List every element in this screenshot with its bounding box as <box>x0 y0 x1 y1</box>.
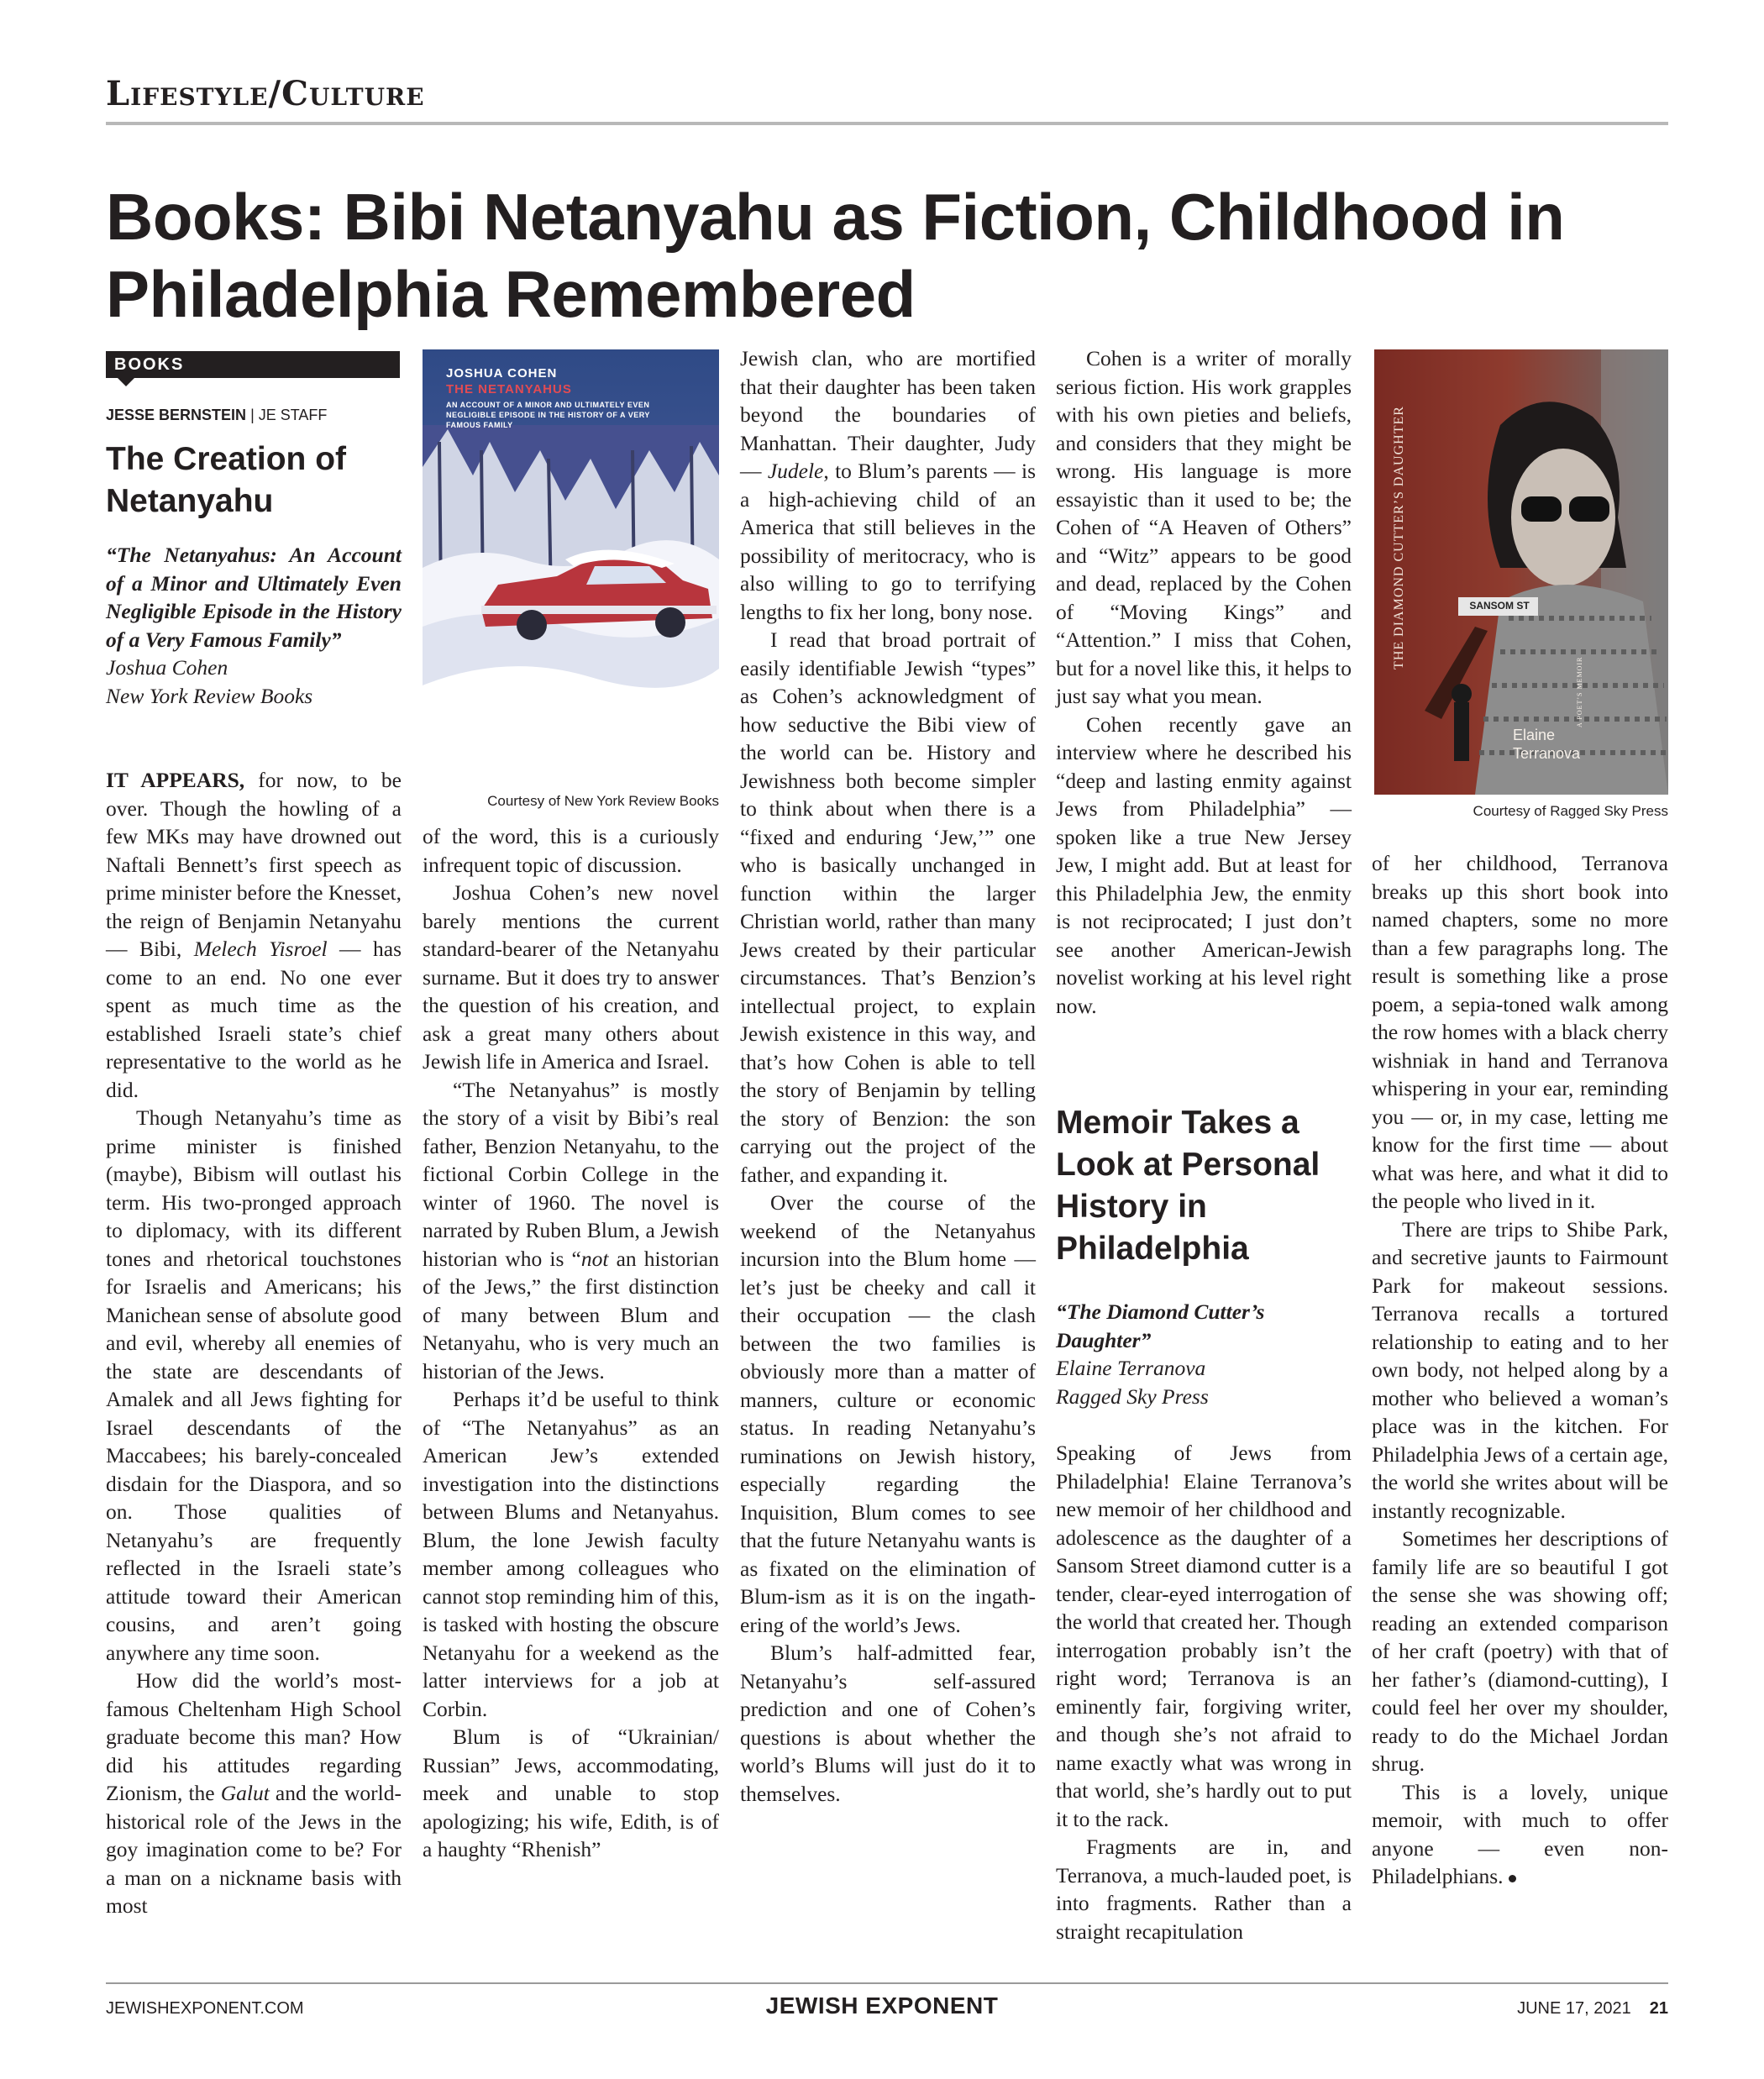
paragraph: Cohen is a writer of morally serious fiction. His work grapples with his own pieties and beliefs, and considers that they might be wrong. His language is more essayistic than it used to be; the Cohen of “A Heaven of Others” and “Witz” appears to be good and dead, replaced by the Cohen of “Moving Kings” and “Attention.” I miss that Cohen, but for a novel like this, it helps to just say what you mean. <box>1056 346 1352 708</box>
article2-column-4 <box>1056 1439 1352 1945</box>
article2-book-author: Elaine Terranova <box>1056 1356 1206 1380</box>
section-label: Lifestyle/Culture <box>106 74 425 113</box>
paragraph: Fragments are in, and Terranova, a much-lauded poet, is into fragments. Rather than a straight recapitulation <box>1056 1835 1352 1944</box>
tag-notch <box>118 378 134 386</box>
paragraph: How did the world’s most-famous Cheltenham High School graduate become this man? How did his attitudes regarding Zionism, the Galut and the world-historical role of the Jews in the goy imagination come to be? For a man on a nickname basis with most <box>106 1668 402 1918</box>
cover-title: THE DIAMOND CUTTER’S DAUGHTER <box>1392 406 1406 669</box>
article2-book-info <box>1056 1298 1352 1410</box>
article1-subhead: The Creation of Netanyahu <box>106 441 347 519</box>
cover2-caption: Courtesy of Ragged Sky Press <box>1473 803 1668 819</box>
article1-book-publisher: New York Review Books <box>106 683 313 708</box>
books-tag: BOOKS <box>106 351 400 378</box>
byline-name: JESSE BERNSTEIN <box>106 407 247 423</box>
page-headline: Books: Bibi Netanyahu as Fiction, Childhood in Philadelphia Remembered <box>106 180 1565 331</box>
paragraph: Blum’s half-admitted fear, Netanyahu’s self-assured prediction and one of Cohen’s questions is about whether the world’s Blums will just do it to themselves. <box>740 1641 1036 1806</box>
diamond-cutters-daughter-book-cover <box>1374 349 1668 795</box>
cover-sign: SANSOM ST <box>1469 600 1530 612</box>
footer-website: JEWISHEXPONENT.COM <box>106 1999 304 2018</box>
section-divider <box>106 122 1668 125</box>
paragraph: Cohen recently gave an interview where he described his “deep and lasting enmity against Jews from Philadelphia” — spoken like a true New Jersey Jew, I might add. But at least for this Philadelphia Jew, the enmity is not reciprocated; I just don’t see another American-Jewish novelist working at his level right now. <box>1056 711 1352 1018</box>
footer-publication: JEWISH EXPONENT <box>765 1992 999 2019</box>
footer-date-page <box>1517 1999 1668 2019</box>
netanyahus-book-cover <box>423 349 719 785</box>
article1-book-author: Joshua Cohen <box>106 655 228 680</box>
article1-column-4 <box>1056 344 1352 1020</box>
page-number: 21 <box>1649 1999 1668 2018</box>
byline <box>106 407 327 424</box>
paragraph: “The Netanyahus” is mostly the story of a visit by Bibi’s real father, Benzion Netanyahu, to the fictional Corbin College in the winter of 1960. The novel is narrated by Ruben Blum, a Jewish historian who is “not an historian of the Jews,” the first distinction of many between Blum and Netanyahu, who is very much an historian of the Jews. <box>423 1077 720 1383</box>
article2-book-title: “The Diamond Cutter’s Daughter” <box>1056 1299 1265 1352</box>
cover-title: THE NETANYAHUS <box>446 382 572 396</box>
paragraph: Over the course of the weekend of the Netanyahus incursion into the Blum home — let’s just be cheeky and call it their occupation — the clash between the two families is obviously more than a matter of manners, culture or economic status. In reading Netanyahu’s ruminations on Jewish history, especially regarding the Inquisition, Blum comes to see that the future Netanyahu wants is as fixated on the elimination of Blum-ism as it is on the ingathering of the world’s Jews. <box>740 1190 1036 1637</box>
paragraph: of her childhood, Terranova breaks up this short book into named chapters, some no more than a few paragraphs long. The result is something like a prose poem, a sepia-toned walk among the row homes with a black cherry wishniak in hand and Terranova whispering in your ear, reminding you — or, in my case, letting me know for the first time — about what was here, and what it did to the people who lived in it. <box>1372 851 1668 1213</box>
paragraph: Speaking of Jews from Philadelphia! Elaine Terranova’s new memoir of her childhood and adolescence as the daughter of a Sansom Street diamond cutter is a tender, clear-eyed interrogation of the world that created her. Though interrogation probably isn’t the right word; Terranova is an eminently fair, forgiving writer, and though she’s not afraid to name exactly what was wrong in that world, she’s hardly out to put it to the rack. <box>1056 1441 1352 1831</box>
cover-series: A POET’S MEMOIR <box>1576 656 1583 727</box>
paragraph: Perhaps it’d be useful to think of “The Netanyahus” as an American Jew’s extended investigation into the distinctions between Blums and Netanyahus. Blum, the lone Jewish faculty member among colleagues who cannot stop reminding him of this, is tasked with hosting the obscure Netanyahu for a weekend as the latter interviews for a job at Corbin. <box>423 1387 719 1721</box>
end-mark <box>1509 1875 1516 1882</box>
article2-subhead: Memoir Takes a Look at Personal History in Philadelphia <box>1056 1105 1320 1267</box>
paragraph: There are trips to Shibe Park, and secretive jaunts to Fairmount Park for makeout sessions. Terranova recalls a tortured relationship to eating and to her own body, not helped along by a mother who believed a woman’s place was in the kitchen. For Philadelphia Jews of a certain age, the world she writes about will be instantly recognizable. <box>1372 1216 1668 1523</box>
article1-book-title: “The Netanyahus: An Account of a Minor and Ultimately Even Negligible Episode in the History of a Very Famous Family” <box>106 543 402 652</box>
paragraph: Joshua Cohen’s new novel barely mentions the current standard-bearer of the Netanyahu surname. But it does try to answer the question of his creation, and ask a great many others about Jewish life in America and Israel. <box>423 880 719 1074</box>
paragraph: This is a lovely, unique memoir, with much to offer anyone — even non-Philadelphians. <box>1372 1779 1668 1888</box>
paragraph: Blum is of “Ukrainian/ Russian” Jews, accommodating, meek and unable to stop apologizing; his wife, Edith, is of a haughty “Rhenish” <box>423 1725 719 1861</box>
footer-date: JUNE 17, 2021 <box>1517 1999 1631 2018</box>
paragraph: Sometimes her descriptions of family life are so beautiful I got the sense she was showing off; reading an extended comparison of her craft (poetry) with that of her father’s (diamond-cutting), I could feel her over my shoulder, ready to do the Michael Jordan shrug. <box>1372 1526 1668 1776</box>
footer-divider <box>106 1982 1668 1984</box>
paragraph: of the word, this is a curiously infrequent topic of discussion. <box>423 824 719 877</box>
byline-org: | JE STAFF <box>250 407 328 423</box>
paragraph: IT APPEARS, for now, to be over. Though the howling of a few MKs may have drowned out Naftali Bennett’s first speech as prime minister before the Knesset, the reign of Benjamin Netanyahu — Bibi, Melech Yisroel — has come to an end. No one ever spent as much time as the established Israeli state’s chief representative to the world as he did. <box>106 768 402 1102</box>
cover-author: JOSHUA COHEN <box>446 366 558 381</box>
article2-book-publisher: Ragged Sky Press <box>1056 1383 1209 1409</box>
cover-subtitle: AN ACCOUNT OF A MINOR AND ULTIMATELY EVEN NEGLIGIBLE EPISODE IN THE HISTORY OF A VERY FAMOUS FAMILY <box>446 401 650 429</box>
cover-author: Elaine Terranova <box>1513 727 1581 762</box>
paragraph: Jewish clan, who are mortified that their daughter has been taken beyond the boundaries of Manhattan. Their daughter, Judy — Judele, to Blum’s parents — is a high-achieving child of an America that still believes in the possibility of meritocracy, who is also willing to go to terrifying lengths to fix her long, bony nose. <box>740 346 1037 624</box>
article1-column-1 <box>106 766 402 1920</box>
paragraph: Though Netanyahu’s time as prime minister is finished (maybe), Bibism will outlast his term. His two-pronged approach to diplomacy, with its different tones and rhetorical touchstones for Israelis and Americans; his Manichean sense of absolute good and evil, whereby all enemies of the state are descendants of Amalek and all Jews fighting for Israel descendants of the Maccabees; his barely-concealed disdain for the Diaspora, and so on. Those qualities of Netanyahu’s are frequently reflected in the Israeli state’s attitude toward their American cousins, and aren’t going anywhere any time soon. <box>106 1105 402 1665</box>
cover1-caption: Courtesy of New York Review Books <box>487 793 719 809</box>
paragraph: I read that broad portrait of easily identifiable Jewish “types” as Cohen’s acknowledgment of how seductive the Bibi view of the world can be. History and Jewishness both become simpler to think about when there is a “fixed and enduring ‘Jew,’” one who is basically unchanged in function within the larger Christian world, rather than many Jews created by their particular circumstances. That’s Benzion’s intellectual project, to explain Jewish existence in this way, and that’s how Cohen is able to tell the story of Benjamin by telling the story of Benzion: the son carrying out the project of the father, and expanding it. <box>740 627 1036 1187</box>
article1-column-2 <box>423 822 719 1864</box>
article2-column-5 <box>1372 849 1668 1891</box>
article1-book-info <box>106 541 402 710</box>
article1-column-3 <box>740 344 1036 1808</box>
